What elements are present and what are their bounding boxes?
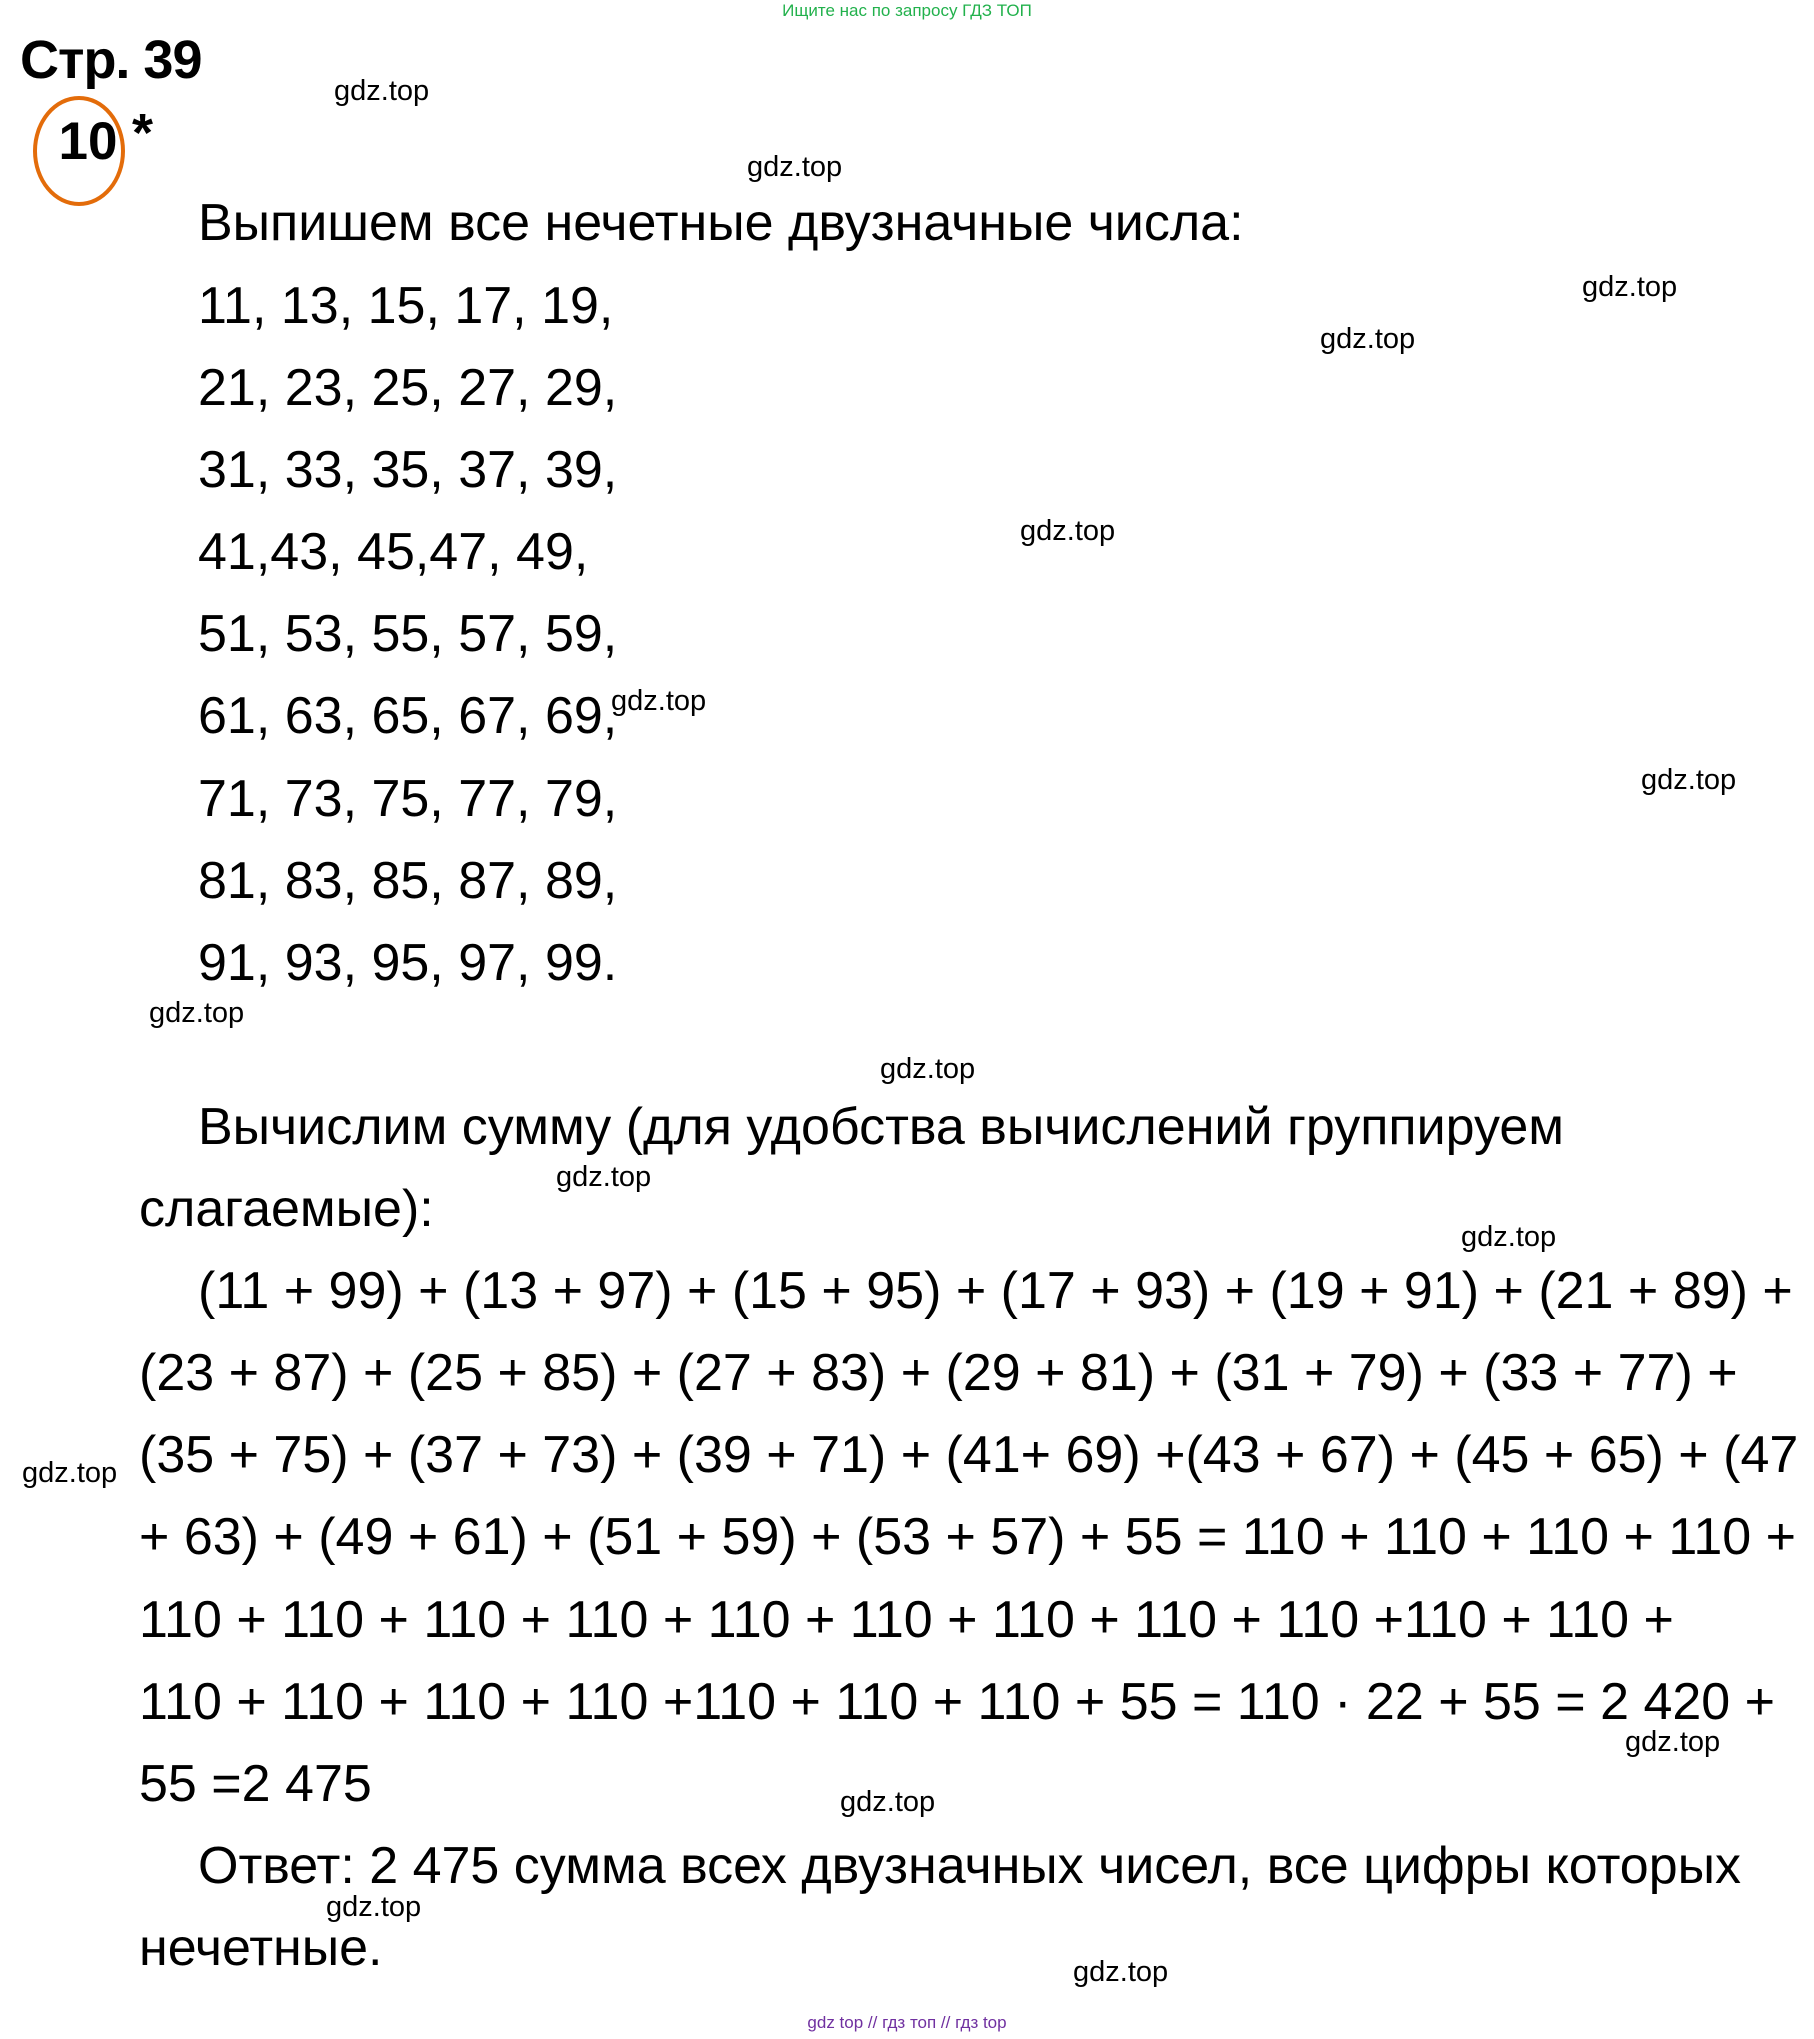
number-row: 41,43, 45,47, 49, (198, 523, 589, 581)
watermark: gdz.top (840, 1786, 936, 1818)
watermark: gdz.top (1582, 271, 1678, 303)
watermark: gdz.top (611, 685, 707, 717)
number-row: 61, 63, 65, 67, 69, (198, 687, 618, 745)
watermark: gdz.top (326, 1891, 422, 1923)
calculation-line: (23 + 87) + (25 + 85) + (27 + 83) + (29 + 81) + (31 + 79) + (33 + 77) + (139, 1344, 1738, 1402)
watermark: gdz.top (880, 1053, 976, 1085)
watermark: gdz.top (1461, 1221, 1557, 1253)
top-banner: Ищите нас по запросу ГДЗ ТОП (782, 1, 1032, 20)
watermark: gdz.top (1625, 1726, 1721, 1758)
watermark: gdz.top (1320, 323, 1416, 355)
watermark: gdz.top (22, 1457, 118, 1489)
watermark: gdz.top (334, 75, 430, 107)
number-row: 71, 73, 75, 77, 79, (198, 770, 618, 828)
watermark: gdz.top (747, 151, 843, 183)
watermark: gdz.top (1020, 515, 1116, 547)
number-row: 21, 23, 25, 27, 29, (198, 359, 618, 417)
watermark: gdz.top (1641, 764, 1737, 796)
watermark: gdz.top (556, 1161, 652, 1193)
calculation-line: 110 + 110 + 110 + 110 + 110 + 110 + 110 + 110 + 110 +110 + 110 + (139, 1591, 1674, 1649)
watermark: gdz.top (149, 997, 245, 1029)
number-row: 31, 33, 35, 37, 39, (198, 441, 618, 499)
watermark: gdz.top (1073, 1956, 1169, 1988)
sum-intro-line: Вычислим сумму (для удобства вычислений группируем (198, 1098, 1565, 1156)
answer-line: Ответ: 2 475 сумма всех двузначных чисел, все цифры которых (198, 1837, 1742, 1895)
number-row: 51, 53, 55, 57, 59, (198, 605, 618, 663)
task-number: 10 (58, 112, 118, 171)
footer-banner: gdz top // гдз топ // гдз top (807, 2013, 1007, 2032)
calculation-line: (11 + 99) + (13 + 97) + (15 + 95) + (17 + 93) + (19 + 91) + (21 + 89) + (198, 1262, 1793, 1320)
answer-line: нечетные. (139, 1919, 383, 1977)
task-star: * (132, 103, 154, 163)
calculation-line: (35 + 75) + (37 + 73) + (39 + 71) + (41+ 69) +(43 + 67) + (45 + 65) + (47 (139, 1426, 1799, 1484)
number-row: 11, 13, 15, 17, 19, (198, 277, 614, 335)
intro-text: Выпишем все нечетные двузначные числа: (198, 194, 1244, 252)
calculation-line: + 63) + (49 + 61) + (51 + 59) + (53 + 57) + 55 = 110 + 110 + 110 + 110 + (139, 1508, 1797, 1566)
sum-intro-line: слагаемые): (139, 1180, 434, 1238)
number-row: 81, 83, 85, 87, 89, (198, 852, 618, 910)
page-title: Стр. 39 (20, 30, 202, 90)
calculation-line: 55 =2 475 (139, 1755, 372, 1813)
calculation-line: 110 + 110 + 110 + 110 +110 + 110 + 110 + 55 = 110 · 22 + 55 = 2 420 + (139, 1673, 1776, 1731)
number-row: 91, 93, 95, 97, 99. (198, 934, 618, 992)
